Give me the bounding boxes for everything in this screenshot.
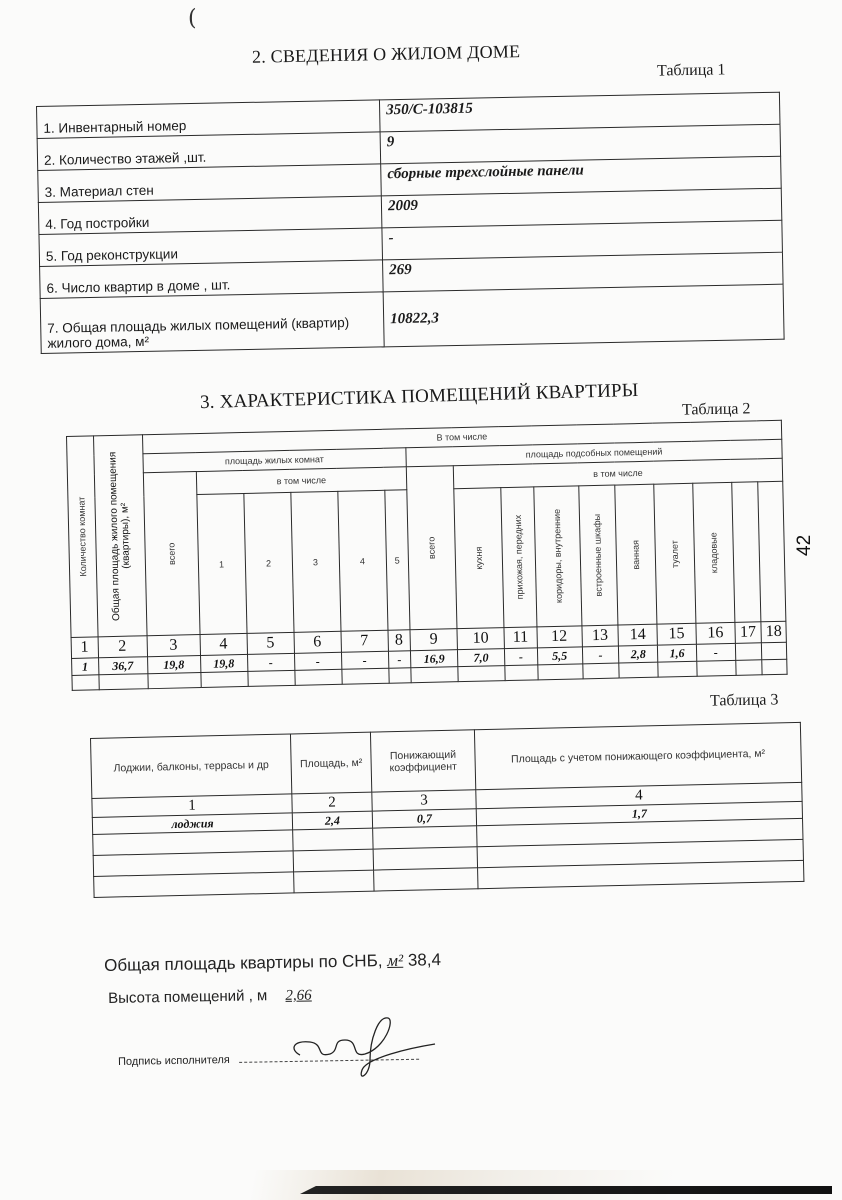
- empty-cell: [201, 671, 248, 687]
- header-living-room: 2: [243, 492, 293, 633]
- scan-edge-bar: [300, 1186, 832, 1194]
- column-number: 18: [761, 621, 786, 643]
- section2-title: 2. СВЕДЕНИЯ О ЖИЛОМ ДОМЕ: [251, 41, 521, 67]
- total-area-label: Общая площадь квартиры по СНБ,: [104, 951, 388, 975]
- header-living-total: всего: [143, 472, 200, 636]
- empty-cell: [147, 673, 200, 689]
- table1-house-info: [36, 92, 785, 354]
- empty-cell: [388, 668, 411, 684]
- table3-header: Площадь, м²: [290, 732, 371, 794]
- data-cell: -: [247, 653, 294, 671]
- table1-label-cell: 4. Год постройки: [38, 196, 382, 235]
- table3-column-number: 3: [372, 790, 476, 811]
- empty-cell: [247, 670, 294, 686]
- empty-cell: [762, 659, 787, 675]
- data-cell: 5,5: [537, 647, 582, 665]
- header-living-room: 3: [290, 491, 340, 632]
- header-aux-col: кухня: [454, 488, 504, 629]
- table1-label-cell: 1. Инвентарный номер: [37, 100, 381, 139]
- table1-label-cell: 2. Количество этажей ,шт.: [37, 132, 381, 171]
- column-number: 9: [410, 629, 457, 651]
- empty-cell: [341, 668, 388, 684]
- header-aux-col: [731, 482, 761, 623]
- empty-cell: [735, 660, 762, 676]
- table3-cell: 1,7: [476, 801, 802, 825]
- table3-cell: 2,4: [292, 811, 372, 830]
- column-number: 1: [71, 637, 98, 659]
- header-aux-total: всего: [406, 466, 457, 630]
- header-aux-col: [758, 481, 786, 622]
- header-aux-area: площадь подсобных помещений: [406, 439, 782, 467]
- table3-header: Лоджии, балконы, террасы и др: [91, 734, 292, 799]
- header-rooms-count: Количество комнат: [67, 436, 98, 638]
- margin-mark: (: [188, 6, 197, 31]
- data-cell: -: [341, 651, 388, 669]
- table1-label-cell: 3. Материал стен: [38, 164, 382, 203]
- header-living-area: площадь жилых комнат: [142, 448, 406, 473]
- column-number: 11: [504, 627, 537, 649]
- column-number: 12: [537, 626, 582, 648]
- table3-balconies: [90, 722, 804, 898]
- total-area-value: 38,4: [407, 950, 442, 970]
- empty-cell: [658, 661, 697, 677]
- table3-header: Площадь с учетом понижающего коэффициента, м²: [474, 722, 801, 789]
- header-including: В том числе: [142, 420, 782, 454]
- header-total-area: Общая площадь жилого помещения (квартиры), м²: [93, 435, 147, 637]
- empty-cell: [505, 665, 538, 681]
- empty-cell: [72, 675, 99, 691]
- column-number: 16: [696, 622, 735, 644]
- table1-value-cell: 9: [380, 124, 781, 164]
- total-area-line: [104, 950, 441, 976]
- data-cell: 36,7: [98, 657, 147, 675]
- header-aux-col: ванная: [615, 484, 657, 625]
- data-cell: 7,0: [457, 649, 504, 667]
- page-stamp-number: 42: [794, 534, 815, 556]
- header-living-room: 1: [197, 493, 247, 634]
- column-number: 4: [200, 633, 247, 655]
- table3-cell: 0,7: [372, 809, 476, 828]
- table3-header: Понижающий коэффициент: [370, 730, 475, 792]
- column-number: 8: [388, 630, 411, 652]
- data-cell: -: [582, 646, 619, 664]
- empty-cell: [619, 662, 658, 678]
- data-cell: 19,8: [147, 656, 200, 674]
- table3-column-number: 2: [292, 792, 372, 813]
- total-area-unit: м²: [387, 950, 404, 971]
- data-cell: [735, 643, 762, 661]
- empty-cell: [294, 669, 341, 685]
- empty-cell: [98, 674, 147, 690]
- column-number: 14: [618, 624, 657, 646]
- column-number: 15: [657, 623, 696, 645]
- column-number: 2: [98, 636, 147, 658]
- table1-label-cell: 6. Число квартир в доме , шт.: [40, 260, 384, 299]
- header-aux-col: встроенные шкафы: [578, 485, 618, 626]
- empty-cell: [697, 660, 736, 676]
- header-aux-col: прихожая, передних: [501, 487, 537, 628]
- table1-label: Таблица 1: [656, 61, 726, 80]
- data-cell: [762, 642, 787, 660]
- table1-value-cell: 269: [383, 252, 784, 292]
- data-cell: -: [388, 651, 411, 669]
- data-cell: 1: [72, 658, 99, 676]
- table3-label: Таблица 3: [709, 691, 779, 710]
- table3-column-number: 1: [92, 794, 292, 818]
- table1-value-cell: сборные трехслойные панели: [381, 156, 782, 196]
- column-number: 13: [581, 625, 618, 647]
- table2-rooms: [66, 420, 788, 691]
- empty-cell: [537, 664, 582, 680]
- column-number: 6: [294, 631, 341, 653]
- data-cell: 16,9: [410, 650, 457, 668]
- data-cell: 19,8: [200, 654, 247, 672]
- section3-title: 3. ХАРАКТЕРИСТИКА ПОМЕЩЕНИЙ КВАРТИРЫ: [199, 379, 639, 414]
- empty-cell: [458, 666, 505, 682]
- table2-label: Таблица 2: [681, 400, 751, 419]
- room-height-value: 2,66: [285, 987, 312, 1004]
- signature-label: Подпись исполнителя: [118, 1054, 230, 1068]
- data-cell: -: [696, 643, 735, 661]
- header-aux-col: туалет: [654, 483, 696, 624]
- room-height-line: [108, 986, 312, 1008]
- data-cell: 1,6: [657, 644, 696, 662]
- header-aux-col: коридоры, внутренние: [533, 486, 581, 627]
- column-number: 3: [147, 635, 201, 657]
- header-living-including: в том числе: [196, 467, 407, 495]
- empty-cell: [582, 663, 619, 679]
- table3-column-number: 4: [476, 782, 802, 808]
- column-number: 7: [341, 630, 388, 652]
- table3-cell: лоджия: [92, 813, 292, 835]
- header-living-room: 5: [384, 490, 410, 630]
- data-cell: -: [504, 648, 537, 666]
- header-living-room: 4: [337, 490, 387, 631]
- header-aux-col: кладовые: [693, 482, 735, 623]
- data-cell: -: [294, 652, 341, 670]
- table1-value-cell: 350/С-103815: [379, 92, 780, 132]
- signature-scribble: [270, 1010, 450, 1090]
- column-number: 17: [735, 622, 762, 644]
- empty-cell: [411, 667, 458, 683]
- header-aux-including: в том числе: [453, 458, 782, 488]
- table1-value-cell: 10822,3: [383, 284, 784, 347]
- column-number: 10: [457, 628, 504, 650]
- room-height-label: Высота помещений , м: [108, 987, 268, 1007]
- table1-label-cell: 5. Год реконструкции: [39, 228, 383, 267]
- column-number: 5: [247, 632, 294, 654]
- scan-edge-shadow: [0, 1170, 842, 1200]
- table1-label-cell: 7. Общая площадь жилых помещений (квартир) жилого дома, м²: [40, 292, 384, 354]
- table1-value-cell: -: [382, 220, 783, 260]
- table1-value-cell: 2009: [381, 188, 782, 228]
- data-cell: 2,8: [619, 645, 658, 663]
